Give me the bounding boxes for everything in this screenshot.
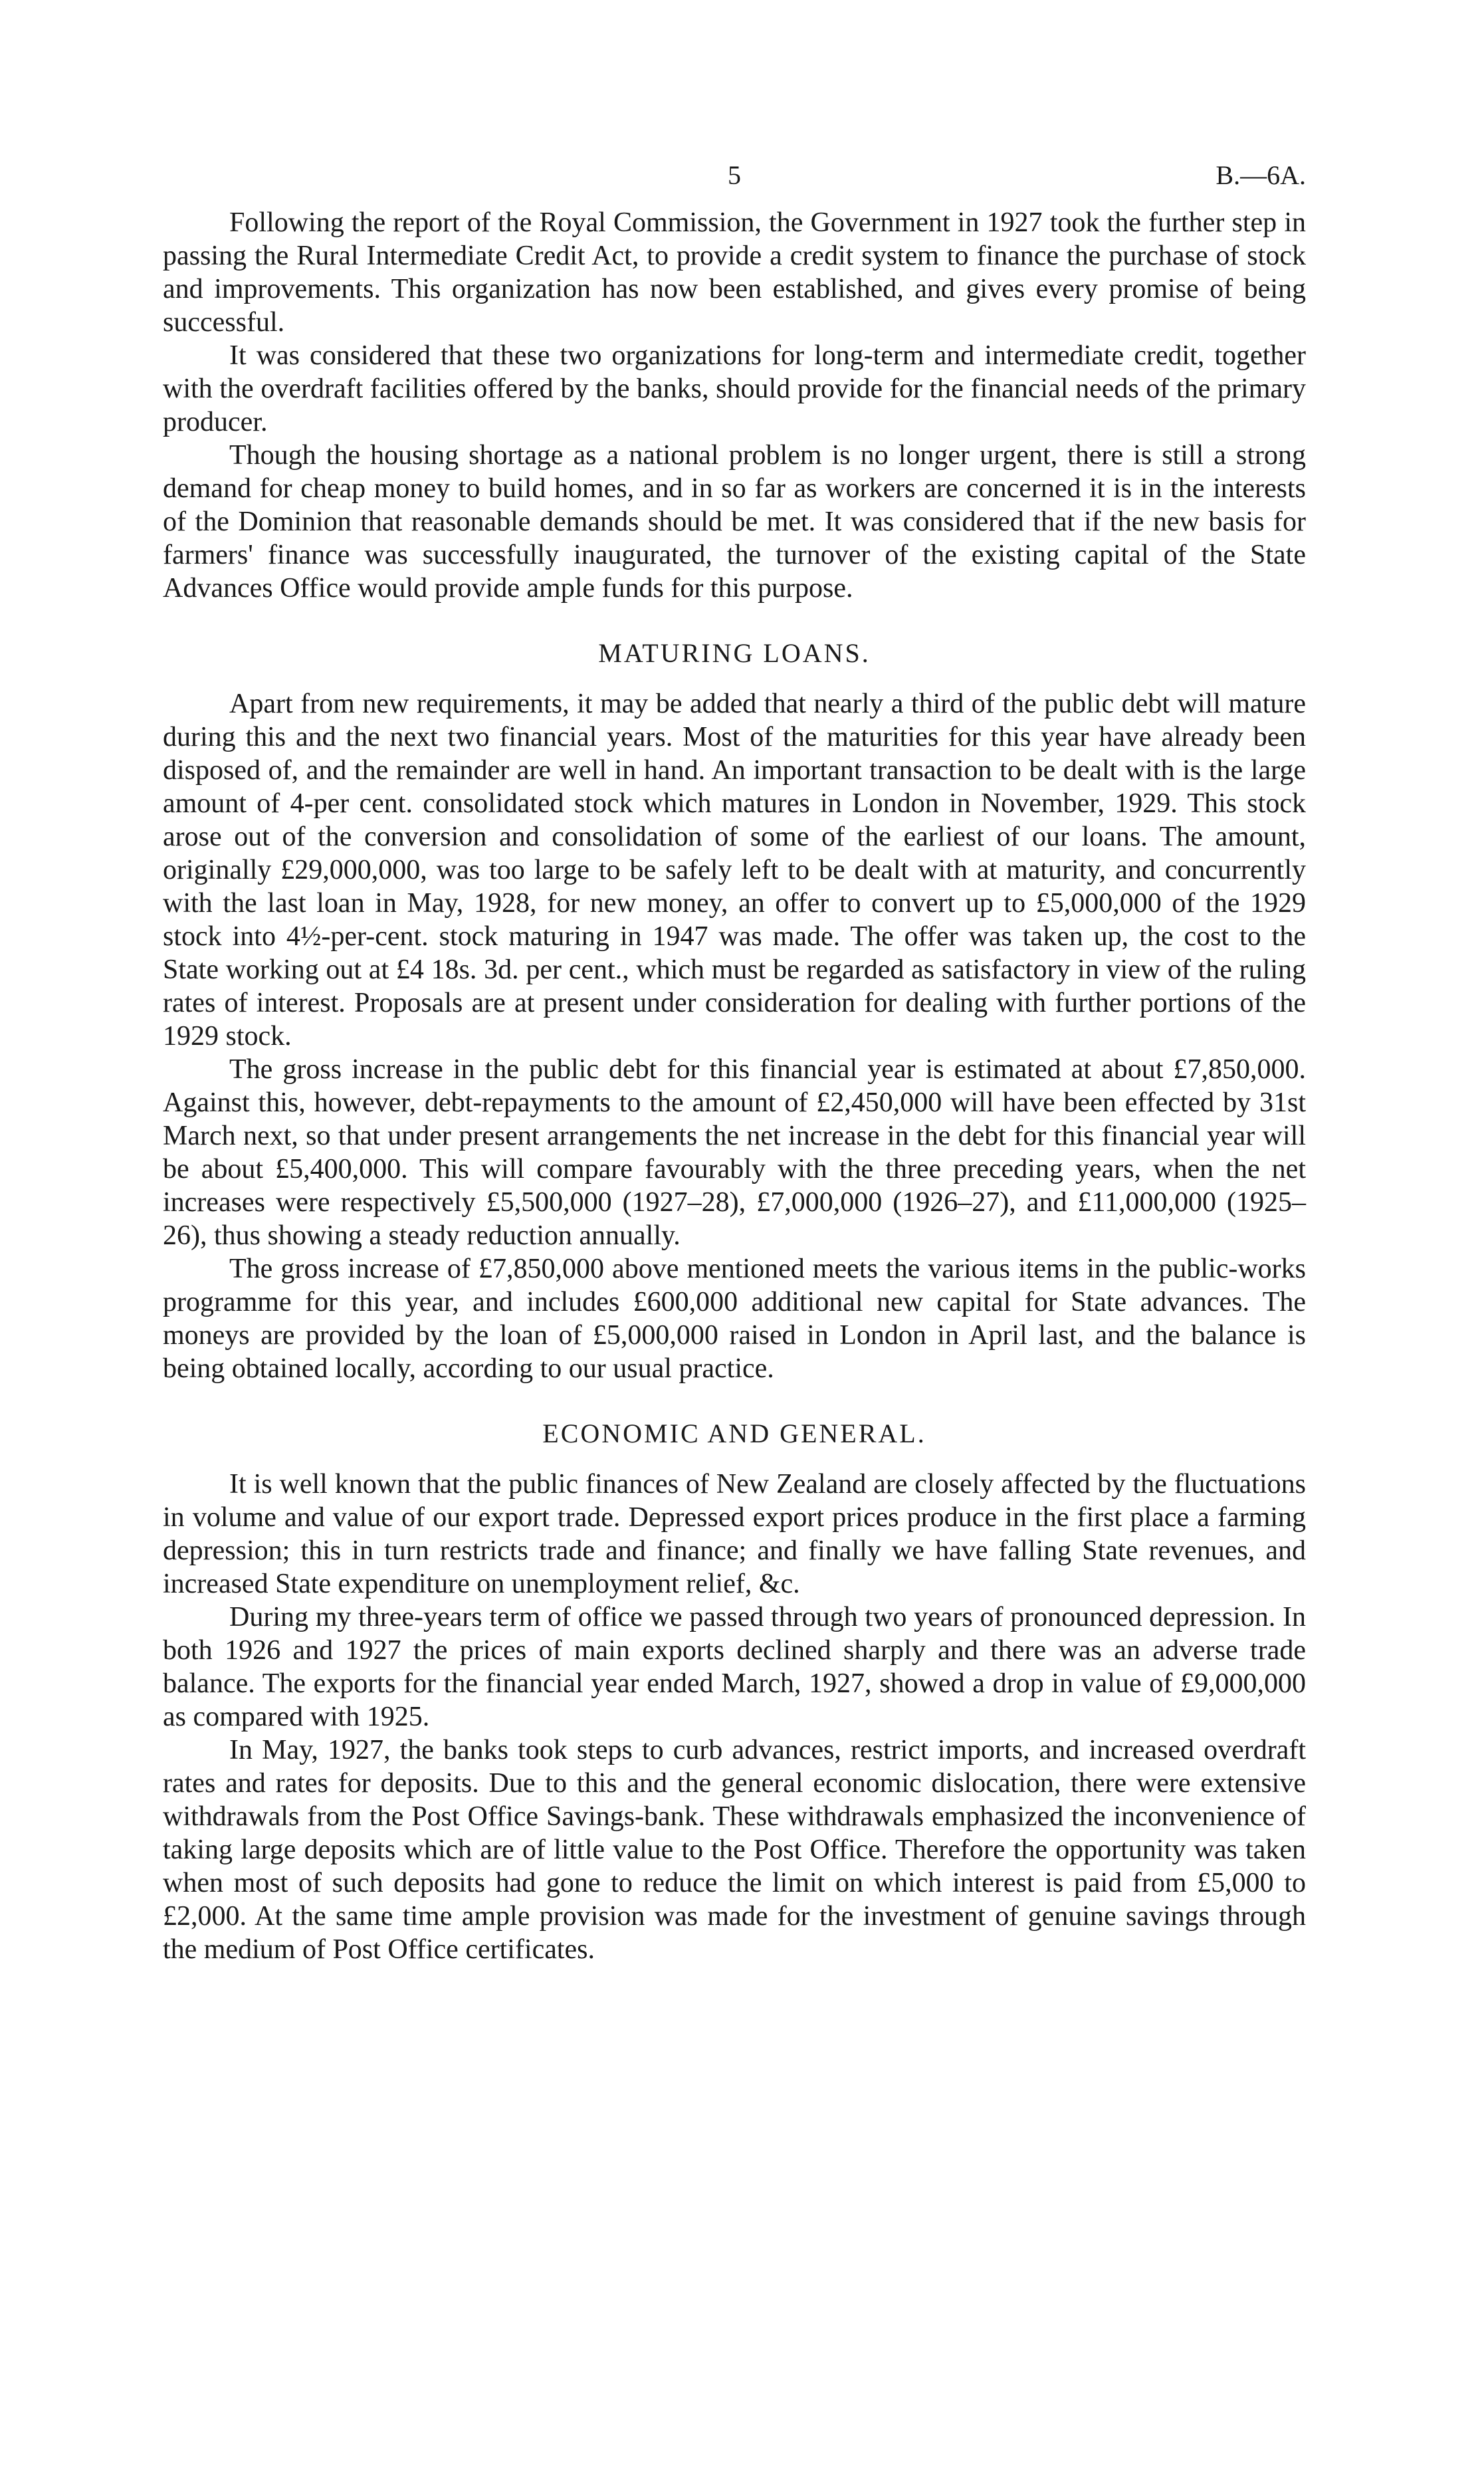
paragraph: The gross increase in the public debt for this financial year is estimated at about £7,850,000. Against this, however, debt-repayments to the amount of £2,450,000 will have been effected by 31st March next, so that under present arrangements the net increase in the debt for this financial year will be about £5,400,000. This will compare favourably with the three preceding years, when the net increases were respectively £5,500,000 (1927–28), £7,000,000 (1926–27), and £11,000,000 (1925–26), thus showing a steady reduction annually. <box>163 1054 1306 1251</box>
paragraph: Though the housing shortage as a national problem is no longer urgent, there is still a strong demand for cheap money to build homes, and in so far as workers are concerned it is in the interests of the Dominion that reasonable demands should be met. It was considered that if the new basis for farmers' finance was successfully inaugurated, the turnover of the existing capital of the State Advances Office would provide ample funds for this purpose. <box>163 440 1306 604</box>
page-number: 5 <box>728 160 741 190</box>
section-heading: MATURING LOANS. <box>598 638 871 668</box>
paragraph: In May, 1927, the banks took steps to curb advances, restrict imports, and increased overdraft rates and rates for deposits. Due to this and the general economic dislocation, there were extensive withdrawals from the Post Office Savings-bank. These withdrawals emphasized the inconvenience of taking large deposits which are of little value to the Post Office. Therefore the opportunity was taken when most of such deposits had gone to reduce the limit on which interest is paid from £5,000 to £2,000. At the same time ample provision was made for the investment of genuine savings through the medium of Post Office certificates. <box>163 1735 1306 1965</box>
section-economic-general <box>163 1417 1306 1966</box>
section-maturing-loans <box>163 637 1306 1385</box>
document-page <box>163 160 1306 1966</box>
paragraph: During my three-years term of office we passed through two years of pronounced depression. In both 1926 and 1927 the prices of main exports declined sharply and there was an adverse trade balance. The exports for the financial year ended March, 1927, showed a drop in value of £9,000,000 as compared with 1925. <box>163 1602 1306 1732</box>
paragraph: It is well known that the public finances of New Zealand are closely affected by the fluctuations in volume and value of our export trade. Depressed export prices produce in the first place a farming depression; this in turn restricts trade and finance; and finally we have falling State revenues, and increased State expenditure on unemployment relief, &c. <box>163 1469 1306 1599</box>
paragraph: The gross increase of £7,850,000 above mentioned meets the various items in the public-works programme for this year, and includes £600,000 additional new capital for State advances. The moneys are provided by the loan of £5,000,000 raised in London in April last, and the balance is being obtained locally, according to our usual practice. <box>163 1254 1306 1384</box>
page-header <box>163 160 1306 206</box>
paragraph: It was considered that these two organizations for long-term and intermediate credit, together with the overdraft facilities offered by the banks, should provide for the financial needs of the primary producer. <box>163 340 1306 437</box>
document-reference: B.—6A. <box>1216 160 1306 190</box>
section-heading: ECONOMIC AND GENERAL. <box>542 1418 926 1448</box>
paragraph: Following the report of the Royal Commission, the Government in 1927 took the further step in passing the Rural Intermediate Credit Act, to provide a credit system to finance the purchase of stock and improvements. This organization has now been established, and gives every promise of being successful. <box>163 207 1306 338</box>
section-intro <box>163 206 1306 605</box>
paragraph: Apart from new requirements, it may be added that nearly a third of the public debt will mature during this and the next two financial years. Most of the maturities for this year have already been disposed of, and the remainder are well in hand. An important transaction to be dealt with is the large amount of 4-per cent. consolidated stock which matures in London in November, 1929. This stock arose out of the conversion and consolidation of some of the earliest of our loans. The amount, originally £29,000,000, was too large to be safely left to be dealt with at maturity, and concurrently with the last loan in May, 1928, for new money, an offer to convert up to £5,000,000 of the 1929 stock into 4½-per-cent. stock maturing in 1947 was made. The offer was taken up, the cost to the State working out at £4 18s. 3d. per cent., which must be regarded as satisfactory in view of the ruling rates of interest. Proposals are at present under consideration for dealing with further portions of the 1929 stock. <box>163 689 1306 1052</box>
